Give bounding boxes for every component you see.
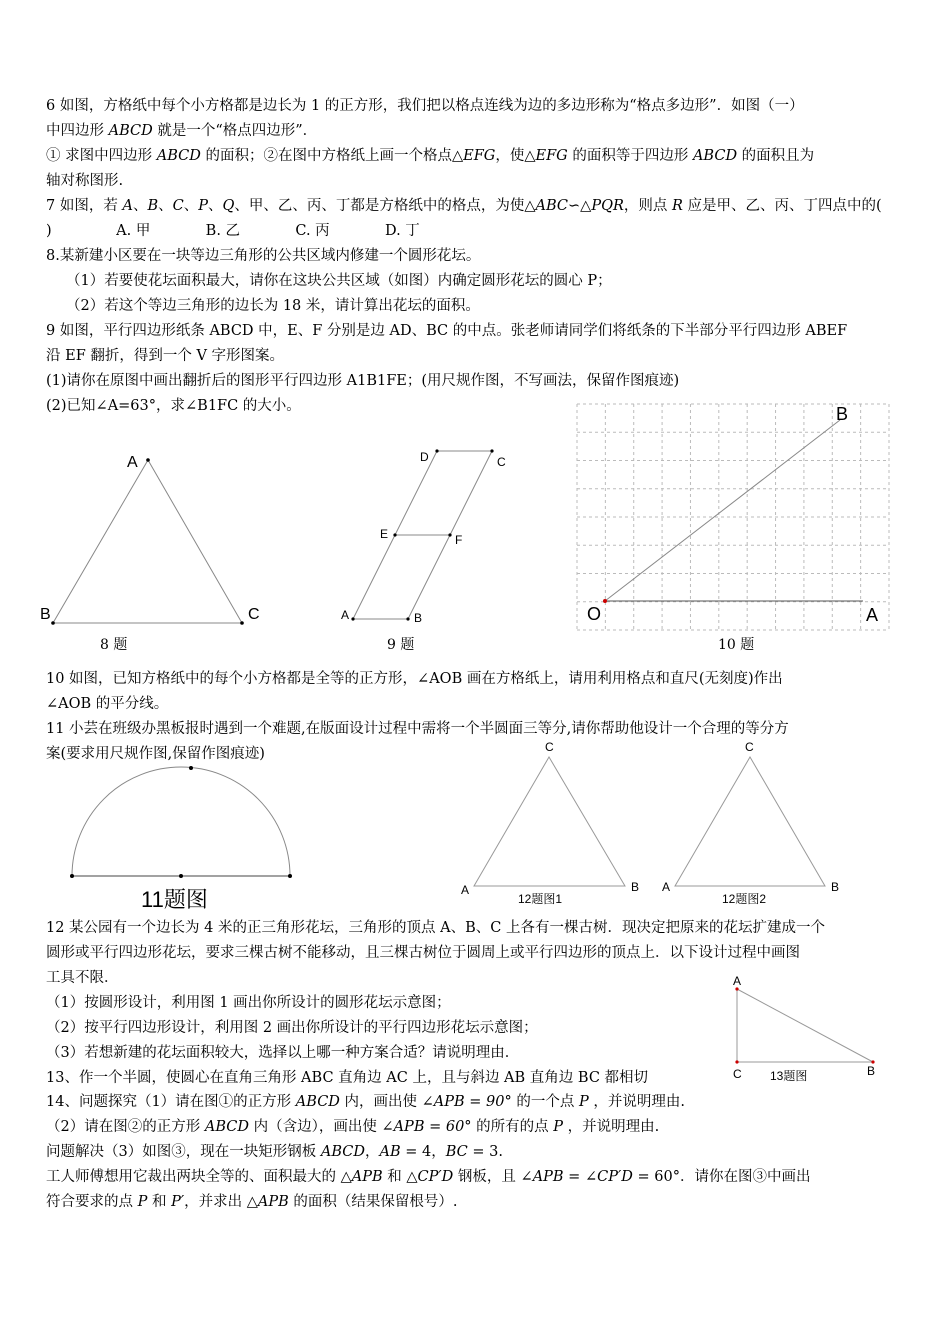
q9-line2: 沿 EF 翻折，得到一个 V 字形图案。 — [46, 348, 285, 364]
fig9-label-f: F — [455, 533, 463, 547]
fig12-2-triangle — [662, 740, 839, 894]
fig10-caption: 10 题 — [718, 637, 755, 653]
fig8-label-b: B — [40, 606, 51, 623]
fig9-label-b: B — [414, 611, 423, 625]
q11-line1: 11 小芸在班级办黑板报时遇到一个难题,在版面设计过程中需将一个半圆面三等分,请你帮助他设计一个合理的等分方 — [46, 721, 789, 737]
fig13-label-a: A — [733, 974, 742, 988]
fig10-label-a: A — [866, 605, 879, 625]
q12-line5: （2）按平行四边形设计，利用图 2 画出你所设计的平行四边形花坛示意图； — [46, 1020, 538, 1036]
fig11-caption: 11题图 — [141, 887, 208, 912]
q12-line4: （1）按圆形设计，利用图 1 画出你所设计的圆形花坛示意图； — [46, 995, 451, 1011]
q14-line5: 符合要求的点 P 和 P′，并求出 △APB 的面积（结果保留根号）. — [46, 1194, 458, 1210]
q9-line4: (2)已知∠A=63°，求∠B1FC 的大小。 — [46, 398, 301, 414]
fig10-grid-angle — [577, 404, 889, 630]
fig12-2-label-c: C — [745, 740, 754, 754]
fig13-label-c: C — [733, 1067, 742, 1081]
q12-line3: 工具不限． — [46, 970, 119, 986]
figures-row-1 — [0, 0, 950, 660]
fig8-label-a: A — [127, 454, 138, 471]
q12-line6: （3）若想新建的花坛面积较大，选择以上哪一种方案合适？请说明理由． — [46, 1045, 520, 1061]
q14-line2: （2）请在图②的正方形 ABCD 内（含边），画出使 ∠APB = 60° 的所有的点 P ，并说明理由. — [46, 1119, 660, 1135]
fig8-triangle — [40, 454, 260, 625]
q9-line1: 9 如图，平行四边形纸条 ABCD 中，E、F 分别是边 AD、BC 的中点。张老师请同学们将纸条的下半部分平行四边形 ABEF — [46, 323, 848, 339]
q8-line2: （1）若要使花坛面积最大，请你在这块公共区域（如图）内确定圆形花坛的圆心 P； — [66, 273, 612, 289]
fig12-2-label-a: A — [662, 880, 671, 894]
q6-line4: 轴对称图形. — [46, 173, 124, 189]
fig12-1-triangle — [461, 740, 639, 897]
q6-line2: 中四边形 ABCD 就是一个“格点四边形”． — [46, 123, 318, 139]
q14-line4: 工人师傅想用它裁出两块全等的、面积最大的 △APB 和 △CP′D 钢板，且 ∠APB = ∠CP′D = 60°．请你在图③中画出 — [46, 1169, 811, 1185]
fig13-right-triangle — [0, 970, 950, 1080]
fig12-1-label-a: A — [461, 883, 470, 897]
fig13-label-b: B — [867, 1064, 876, 1078]
fig10-label-o: O — [587, 604, 602, 624]
q6-line3: ① 求图中四边形 ABCD 的面积；②在图中方格纸上画一个格点△EFG，使△EFG 的面积等于四边形 ABCD 的面积且为 — [46, 148, 815, 164]
fig11-semicircle — [70, 766, 292, 878]
fig8-label-c: C — [248, 606, 260, 623]
q7-options: ) A. 甲 B. 乙 C. 丙 D. 丁 — [46, 223, 420, 239]
q12-line1: 12 某公园有一个边长为 4 米的正三角形花坛，三角形的顶点 A、B、C 上各有一棵古树．现决定把原来的花坛扩建成一个 — [46, 920, 825, 936]
q13-line1: 13、作一个半圆，使圆心在直角三角形 ABC 直角边 AC 上，且与斜边 AB 直角边 BC 都相切 — [46, 1070, 649, 1086]
fig9-caption: 9 题 — [387, 637, 415, 653]
fig9-label-c: C — [497, 455, 506, 469]
fig9-label-e: E — [380, 527, 389, 541]
fig12-1-caption: 12题图1 — [518, 892, 563, 906]
q7-line1: 7 如图，若 A、B、C、P、Q、甲、乙、丙、丁都是方格纸中的格点，为使△ABC∽△PQR，则点 R 应是甲、乙、丙、丁四点中的( — [46, 198, 882, 214]
fig10-label-b: B — [836, 404, 849, 424]
q9-line3: (1)请你在原图中画出翻折后的图形平行四边形 A1B1FE；(用尺规作图，不写画法，保留作图痕迹) — [46, 373, 680, 389]
q10-line2: ∠AOB 的平分线。 — [46, 696, 169, 712]
fig12-1-label-b: B — [631, 880, 640, 894]
fig8-caption: 8 题 — [100, 637, 128, 653]
q8-line1: 8.某新建小区要在一块等边三角形的公共区域内修建一个圆形花坛。 — [46, 248, 481, 264]
fig9-label-d: D — [420, 450, 429, 464]
q14-line1: 14、问题探究（1）请在图①的正方形 ABCD 内，画出使 ∠APB = 90° 的一个点 P ，并说明理由. — [46, 1094, 685, 1110]
q11-line2: 案(要求用尺规作图,保留作图痕迹) — [46, 746, 265, 762]
fig12-2-label-b: B — [831, 880, 840, 894]
fig12-1-label-c: C — [545, 740, 554, 754]
q12-line2: 圆形或平行四边形花坛，要求三棵古树不能移动，且三棵古树位于圆周上或平行四边形的顶点上．以下设计过程中画图 — [46, 945, 800, 961]
q14-line3: 问题解决（3）如图③，现在一块矩形钢板 ABCD，AB = 4，BC = 3. — [46, 1144, 503, 1160]
fig12-2-caption: 12题图2 — [722, 892, 767, 906]
q8-line3: （2）若这个等边三角形的边长为 18 米，请计算出花坛的面积。 — [66, 298, 480, 314]
fig9-parallelogram — [341, 449, 506, 625]
fig13-caption: 13题图 — [770, 1069, 808, 1083]
fig9-label-a: A — [341, 608, 350, 622]
q10-line1: 10 如图，已知方格纸中的每个小方格都是全等的正方形，∠AOB 画在方格纸上，请用利用格点和直尺(无刻度)作出 — [46, 671, 783, 687]
q6-line1: 6 如图，方格纸中每个小方格都是边长为 1 的正方形，我们把以格点连线为边的多边形称为“格点多边形”．如图（一） — [46, 98, 804, 114]
